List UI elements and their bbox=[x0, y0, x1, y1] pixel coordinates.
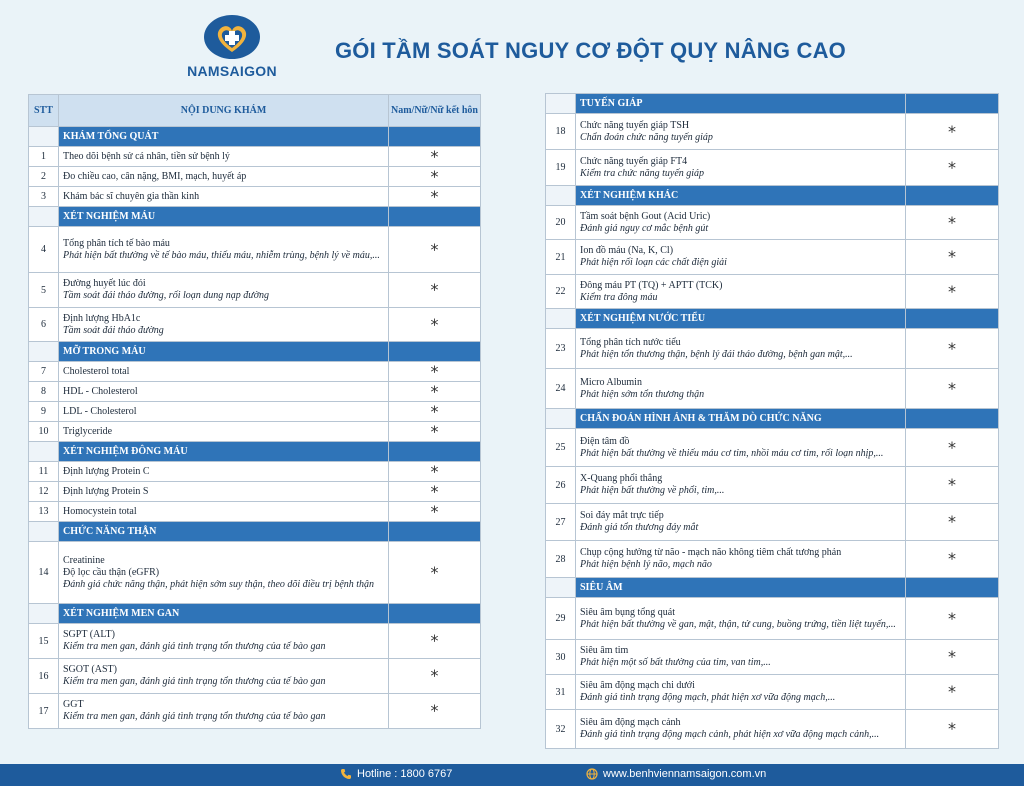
section-row bbox=[546, 94, 999, 114]
section-row bbox=[29, 522, 481, 542]
table-header-row bbox=[29, 95, 481, 127]
exam-description: Đánh giá chức năng thận, phát hiện sớm suy thận, theo dõi điều trị bệnh thận bbox=[63, 578, 375, 590]
included-mark: * bbox=[906, 150, 999, 186]
exam-name: Soi đáy mắt trực tiếp bbox=[580, 510, 664, 521]
included-mark: * bbox=[389, 482, 481, 502]
exam-name: Định lượng HbA1c bbox=[63, 312, 141, 324]
row-number: 14 bbox=[29, 542, 59, 604]
included-mark: * bbox=[389, 502, 481, 522]
exam-name: Chụp cộng hưởng từ não - mạch não không tiêm chất tương phản bbox=[580, 547, 842, 558]
row-number: 6 bbox=[29, 308, 59, 342]
included-mark: * bbox=[906, 467, 999, 504]
table-row bbox=[546, 675, 999, 710]
section-mark-cell bbox=[389, 522, 481, 542]
row-number: 3 bbox=[29, 187, 59, 207]
section-mark-cell bbox=[389, 342, 481, 362]
included-mark: * bbox=[389, 382, 481, 402]
exam-description: Tầm soát đái tháo đường bbox=[63, 324, 164, 336]
table-row bbox=[546, 541, 999, 578]
included-mark: * bbox=[389, 422, 481, 442]
row-number: 10 bbox=[29, 422, 59, 442]
exam-name: Siêu âm tim bbox=[580, 645, 629, 656]
section-title: CHỨC NĂNG THẬN bbox=[59, 522, 389, 542]
row-content bbox=[59, 542, 389, 604]
section-mark-cell bbox=[906, 309, 999, 329]
table-row bbox=[29, 382, 481, 402]
section-row bbox=[546, 309, 999, 329]
table-row bbox=[29, 273, 481, 308]
table-row bbox=[546, 150, 999, 186]
exam-name: SGOT (AST) bbox=[63, 664, 117, 675]
section-title: CHẨN ĐOÁN HÌNH ẢNH & THĂM DÒ CHỨC NĂNG bbox=[576, 409, 906, 429]
table-row bbox=[546, 329, 999, 369]
header-stt: STT bbox=[29, 95, 59, 127]
included-mark: * bbox=[906, 206, 999, 240]
included-mark: * bbox=[389, 462, 481, 482]
row-content bbox=[576, 710, 906, 749]
row-number: 12 bbox=[29, 482, 59, 502]
row-content bbox=[59, 227, 389, 273]
exam-description: Đánh giá nguy cơ mắc bệnh gút bbox=[580, 222, 709, 234]
table-row bbox=[29, 402, 481, 422]
table-row bbox=[29, 659, 481, 694]
row-number: 2 bbox=[29, 167, 59, 187]
row-number: 4 bbox=[29, 227, 59, 273]
exam-description: Phát hiện sớm tổn thương thận bbox=[580, 388, 705, 400]
table-row bbox=[546, 504, 999, 541]
phone-icon bbox=[340, 768, 352, 780]
section-stt-cell bbox=[29, 342, 59, 362]
row-number: 29 bbox=[546, 598, 576, 640]
row-number: 9 bbox=[29, 402, 59, 422]
row-content bbox=[59, 308, 389, 342]
table-row bbox=[29, 694, 481, 729]
section-mark-cell bbox=[906, 409, 999, 429]
section-row bbox=[29, 604, 481, 624]
table-row bbox=[29, 624, 481, 659]
section-stt-cell bbox=[29, 604, 59, 624]
exam-name: Siêu âm động mạch chi dưới bbox=[580, 680, 695, 691]
row-number: 1 bbox=[29, 147, 59, 167]
exam-name: X-Quang phổi thẳng bbox=[580, 473, 663, 484]
row-content bbox=[576, 206, 906, 240]
table-row bbox=[546, 240, 999, 275]
brand-name: NAMSAIGON bbox=[187, 63, 277, 79]
row-number: 27 bbox=[546, 504, 576, 541]
exam-description: Kiểm tra đông máu bbox=[580, 291, 658, 303]
row-content bbox=[59, 147, 389, 167]
table-row bbox=[29, 167, 481, 187]
row-content bbox=[576, 114, 906, 150]
row-number: 11 bbox=[29, 462, 59, 482]
row-content bbox=[59, 273, 389, 308]
row-number: 22 bbox=[546, 275, 576, 309]
hospital-logo bbox=[182, 14, 282, 86]
section-title: XÉT NGHIỆM NƯỚC TIỂU bbox=[576, 309, 906, 329]
exam-name: Đường huyết lúc đói bbox=[63, 278, 146, 289]
included-mark: * bbox=[389, 187, 481, 207]
table-row bbox=[29, 147, 481, 167]
exam-description: Phát hiện bất thường về thiếu máu cơ tim, nhồi máu cơ tim, rối loạn nhịp,... bbox=[580, 447, 884, 459]
row-number: 16 bbox=[29, 659, 59, 694]
row-number: 20 bbox=[546, 206, 576, 240]
row-number: 28 bbox=[546, 541, 576, 578]
row-content bbox=[576, 541, 906, 578]
section-mark-cell bbox=[389, 207, 481, 227]
included-mark: * bbox=[389, 147, 481, 167]
website-link[interactable] bbox=[586, 768, 766, 780]
section-stt-cell bbox=[546, 186, 576, 206]
exam-description: Chẩn đoán chức năng tuyến giáp bbox=[580, 131, 713, 143]
hotline[interactable] bbox=[340, 768, 452, 780]
exam-description: Kiểm tra men gan, đánh giá tình trạng tổn thương của tế bào gan bbox=[63, 641, 326, 652]
exam-name: GGT bbox=[63, 699, 84, 710]
table-row bbox=[29, 482, 481, 502]
row-number: 8 bbox=[29, 382, 59, 402]
row-content bbox=[59, 624, 389, 659]
exam-name: Theo dõi bệnh sử cá nhân, tiền sử bệnh lý bbox=[63, 150, 230, 162]
exam-name: LDL - Cholesterol bbox=[63, 405, 137, 417]
section-row bbox=[546, 409, 999, 429]
row-number: 25 bbox=[546, 429, 576, 467]
included-mark: * bbox=[906, 275, 999, 309]
exam-name: Creatinine bbox=[63, 554, 105, 566]
exam-name: HDL - Cholesterol bbox=[63, 385, 138, 397]
row-number: 19 bbox=[546, 150, 576, 186]
table-row bbox=[29, 227, 481, 273]
row-number: 18 bbox=[546, 114, 576, 150]
row-number: 32 bbox=[546, 710, 576, 749]
section-mark-cell bbox=[389, 127, 481, 147]
section-title: XÉT NGHIỆM MÁU bbox=[59, 207, 389, 227]
row-content bbox=[576, 675, 906, 710]
included-mark: * bbox=[389, 308, 481, 342]
hotline-text: Hotline : 1800 6767 bbox=[357, 768, 453, 780]
table-row bbox=[546, 429, 999, 467]
website-text: www.benhviennamsaigon.com.vn bbox=[603, 768, 767, 780]
table-row bbox=[546, 114, 999, 150]
section-row bbox=[546, 186, 999, 206]
included-mark: * bbox=[389, 542, 481, 604]
table-row bbox=[546, 640, 999, 675]
exam-name: Cholesterol total bbox=[63, 365, 130, 377]
row-number: 31 bbox=[546, 675, 576, 710]
row-content bbox=[576, 429, 906, 467]
exam-name: Tổng phân tích nước tiểu bbox=[580, 336, 681, 348]
section-stt-cell bbox=[546, 309, 576, 329]
footer-bar bbox=[0, 764, 1024, 786]
exam-name: Triglyceride bbox=[63, 425, 113, 437]
exam-name: Homocystein total bbox=[63, 505, 137, 517]
section-title: TUYẾN GIÁP bbox=[576, 94, 906, 114]
row-content bbox=[576, 150, 906, 186]
row-content bbox=[59, 694, 389, 729]
exam-name: Tầm soát bệnh Gout (Acid Uric) bbox=[580, 210, 711, 222]
row-content bbox=[59, 659, 389, 694]
exam-name: Đo chiều cao, cân nặng, BMI, mạch, huyết áp bbox=[63, 170, 247, 182]
exam-description: Đánh giá tình trạng động mạch cảnh, phát hiện xơ vữa động mạch cảnh,... bbox=[580, 729, 880, 740]
section-row bbox=[29, 342, 481, 362]
included-mark: * bbox=[389, 659, 481, 694]
row-content bbox=[576, 504, 906, 541]
section-row bbox=[546, 578, 999, 598]
right-exam-table bbox=[545, 93, 999, 749]
exam-description: Phát hiện bất thường về gan, mật, thận, tử cung, buồng trứng, tiền liệt tuyến,... bbox=[580, 618, 896, 630]
included-mark: * bbox=[906, 541, 999, 578]
row-number: 15 bbox=[29, 624, 59, 659]
row-content bbox=[576, 467, 906, 504]
left-exam-table bbox=[28, 94, 481, 729]
table-row bbox=[546, 206, 999, 240]
row-content bbox=[59, 187, 389, 207]
exam-name: Siêu âm động mạch cảnh bbox=[580, 717, 681, 728]
included-mark: * bbox=[906, 598, 999, 640]
exam-name: Định lượng Protein C bbox=[63, 465, 150, 477]
row-content bbox=[576, 275, 906, 309]
section-title: KHÁM TỔNG QUÁT bbox=[59, 127, 389, 147]
row-number: 13 bbox=[29, 502, 59, 522]
globe-icon bbox=[586, 768, 598, 780]
section-stt-cell bbox=[29, 522, 59, 542]
row-content bbox=[59, 167, 389, 187]
table-row bbox=[29, 362, 481, 382]
included-mark: * bbox=[906, 114, 999, 150]
included-mark: * bbox=[389, 402, 481, 422]
section-row bbox=[29, 207, 481, 227]
exam-description: Phát hiện bất thường về phổi, tim,... bbox=[580, 485, 725, 496]
exam-description: Đánh giá tổn thương đáy mắt bbox=[580, 522, 699, 533]
included-mark: * bbox=[389, 362, 481, 382]
row-content bbox=[576, 598, 906, 640]
table-row bbox=[29, 187, 481, 207]
row-content bbox=[59, 482, 389, 502]
exam-name: Ion đồ máu (Na, K, Cl) bbox=[580, 245, 674, 256]
included-mark: * bbox=[906, 710, 999, 749]
included-mark: * bbox=[906, 329, 999, 369]
included-mark: * bbox=[389, 167, 481, 187]
row-number: 26 bbox=[546, 467, 576, 504]
row-content bbox=[59, 382, 389, 402]
included-mark: * bbox=[906, 640, 999, 675]
included-mark: * bbox=[906, 240, 999, 275]
exam-name: Khám bác sĩ chuyên gia thần kinh bbox=[63, 190, 200, 202]
table-row bbox=[29, 502, 481, 522]
header-group: Nam/Nữ/Nữ kết hôn bbox=[389, 95, 481, 127]
row-content bbox=[576, 329, 906, 369]
heart-cross-logo-icon bbox=[203, 14, 261, 60]
row-number: 5 bbox=[29, 273, 59, 308]
exam-description: Đánh giá tình trạng động mạch, phát hiện xơ vữa động mạch,... bbox=[580, 692, 836, 703]
included-mark: * bbox=[389, 227, 481, 273]
section-mark-cell bbox=[906, 578, 999, 598]
row-content bbox=[59, 402, 389, 422]
exam-description: Phát hiện một số bất thường của tim, van tim,... bbox=[580, 657, 771, 668]
exam-description: Kiểm tra men gan, đánh giá tình trạng tổn thương của tế bào gan bbox=[63, 711, 326, 722]
table-row bbox=[546, 467, 999, 504]
section-stt-cell bbox=[546, 94, 576, 114]
section-title: MỠ TRONG MÁU bbox=[59, 342, 389, 362]
row-number: 30 bbox=[546, 640, 576, 675]
exam-name-secondary: Độ lọc cầu thận (eGFR) bbox=[63, 566, 160, 578]
section-mark-cell bbox=[906, 186, 999, 206]
row-content bbox=[59, 362, 389, 382]
section-title: XÉT NGHIỆM ĐÔNG MÁU bbox=[59, 442, 389, 462]
table-row bbox=[546, 275, 999, 309]
exam-name: Tổng phân tích tế bào máu bbox=[63, 237, 170, 249]
section-stt-cell bbox=[29, 127, 59, 147]
exam-description: Kiểm tra chức năng tuyến giáp bbox=[580, 167, 705, 179]
section-stt-cell bbox=[29, 442, 59, 462]
included-mark: * bbox=[389, 624, 481, 659]
exam-name: SGPT (ALT) bbox=[63, 629, 115, 640]
included-mark: * bbox=[389, 694, 481, 729]
exam-name: Định lượng Protein S bbox=[63, 485, 149, 497]
included-mark: * bbox=[389, 273, 481, 308]
section-row bbox=[29, 127, 481, 147]
exam-name: Micro Albumin bbox=[580, 376, 642, 388]
table-row bbox=[29, 422, 481, 442]
section-mark-cell bbox=[906, 94, 999, 114]
section-title: SIÊU ÂM bbox=[576, 578, 906, 598]
exam-name: Chức năng tuyến giáp TSH bbox=[580, 119, 690, 131]
exam-description: Phát hiện rối loạn các chất điện giải bbox=[580, 257, 727, 268]
exam-description: Phát hiện bất thường về tế bào máu, thiếu máu, nhiễm trùng, bệnh lý về máu,... bbox=[63, 249, 380, 261]
row-number: 21 bbox=[546, 240, 576, 275]
row-number: 7 bbox=[29, 362, 59, 382]
row-content bbox=[576, 369, 906, 409]
section-mark-cell bbox=[389, 442, 481, 462]
included-mark: * bbox=[906, 429, 999, 467]
row-number: 24 bbox=[546, 369, 576, 409]
included-mark: * bbox=[906, 675, 999, 710]
exam-name: Chức năng tuyến giáp FT4 bbox=[580, 155, 688, 167]
exam-description: Tầm soát đái tháo đường, rối loạn dung nạp đường bbox=[63, 290, 270, 301]
row-content bbox=[59, 502, 389, 522]
table-row bbox=[546, 369, 999, 409]
row-content bbox=[59, 462, 389, 482]
section-title: XÉT NGHIỆM KHÁC bbox=[576, 186, 906, 206]
exam-description: Phát hiện bệnh lý não, mạch não bbox=[580, 559, 712, 570]
row-number: 17 bbox=[29, 694, 59, 729]
table-row bbox=[546, 598, 999, 640]
table-row bbox=[29, 462, 481, 482]
exam-name: Siêu âm bụng tổng quát bbox=[580, 606, 675, 618]
header-content: NỘI DUNG KHÁM bbox=[59, 95, 389, 127]
row-number: 23 bbox=[546, 329, 576, 369]
row-content bbox=[576, 640, 906, 675]
table-row bbox=[29, 308, 481, 342]
section-stt-cell bbox=[29, 207, 59, 227]
section-title: XÉT NGHIỆM MEN GAN bbox=[59, 604, 389, 624]
page-title: GÓI TẦM SOÁT NGUY CƠ ĐỘT QUỴ NÂNG CAO bbox=[335, 38, 846, 63]
included-mark: * bbox=[906, 369, 999, 409]
exam-name: Điện tâm đồ bbox=[580, 435, 630, 447]
section-row bbox=[29, 442, 481, 462]
section-stt-cell bbox=[546, 409, 576, 429]
exam-description: Kiểm tra men gan, đánh giá tình trạng tổn thương của tế bào gan bbox=[63, 676, 326, 687]
row-content bbox=[576, 240, 906, 275]
row-content bbox=[59, 422, 389, 442]
table-row bbox=[29, 542, 481, 604]
table-row bbox=[546, 710, 999, 749]
exam-name: Đông máu PT (TQ) + APTT (TCK) bbox=[580, 279, 723, 291]
included-mark: * bbox=[906, 504, 999, 541]
section-stt-cell bbox=[546, 578, 576, 598]
section-mark-cell bbox=[389, 604, 481, 624]
exam-description: Phát hiện tổn thương thận, bệnh lý đái tháo đường, bệnh gan mật,... bbox=[580, 348, 853, 360]
